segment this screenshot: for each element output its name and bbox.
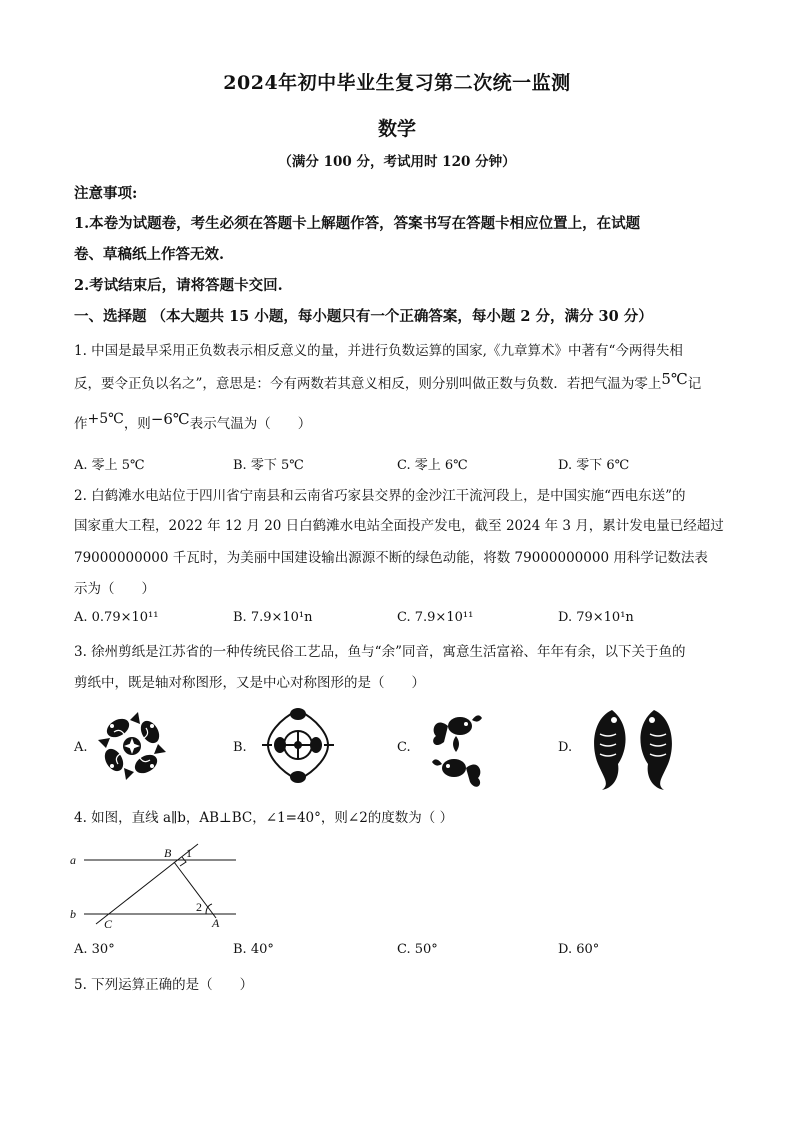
label-B: B <box>164 846 172 860</box>
q1-option-d: D. 零下 6℃ <box>558 458 630 473</box>
q5-line-1: 5. 下列运算正确的是（ ） <box>74 977 254 993</box>
notice-line-1a: 1.本卷为试题卷，考生必须在答题卡上解题作答，答案书写在答题卡相应位置上，在试题 <box>74 215 641 232</box>
q1-line-3c: ，则 <box>123 416 151 432</box>
q4-option-c: C. 50° <box>397 942 438 957</box>
q1-line-2 <box>74 372 701 392</box>
q3-option-a: A. <box>74 740 88 755</box>
q3-option-c: C. <box>397 740 411 755</box>
q1-line-2a: 反，要令正负以名之”，意思是：今有两数若其意义相反，则分别叫做正数与负数．若把气温为零上 <box>74 376 662 392</box>
q1-option-c: C. 零上 6℃ <box>397 458 468 473</box>
notice-line-1b: 卷、草稿纸上作答无效. <box>74 246 225 263</box>
q1-option-a: A. 零上 5℃ <box>74 458 145 473</box>
papercut-fish-a-image <box>96 706 168 786</box>
label-A: A <box>212 916 220 930</box>
q2-line-2: 国家重大工程，2022 年 12 月 20 日白鹤滩水电站全面投产发电，截至 2024 年 3 月，累计发电量已经超过 <box>74 518 724 534</box>
notice-heading: 注意事项: <box>74 185 138 202</box>
label-1: 1 <box>186 846 192 860</box>
score-time-note: （满分 100 分，考试用时 120 分钟） <box>278 154 516 170</box>
notice-line-2: 2.考试结束后，请将答题卡交回. <box>74 277 283 294</box>
page-title: 2024年初中毕业生复习第二次统一监测 <box>223 72 571 94</box>
q2-line-1: 2. 白鹤滩水电站位于四川省宁南县和云南省巧家县交界的金沙江干流河段上，是中国实施“西电东送”的 <box>74 488 686 504</box>
q1-temp-5: 5℃ <box>661 370 688 388</box>
q2-option-d: D. 79×10¹n <box>558 610 634 625</box>
q4-option-a: A. 30° <box>74 942 115 957</box>
q1-line-2c: 记 <box>687 376 702 392</box>
q2-line-3: 79000000000 千瓦时，为美丽中国建设输出源源不断的绿色动能，将数 79000000000 用科学记数法表 <box>74 550 708 566</box>
label-a: a <box>70 853 76 867</box>
q3-option-b: B. <box>233 740 247 755</box>
q2-option-a: A. 0.79×10¹¹ <box>74 610 159 625</box>
q2-option-b: B. 7.9×10¹n <box>233 610 313 625</box>
q1-option-b: B. 零下 5℃ <box>233 458 304 473</box>
section-heading: 一、选择题 （本大题共 15 小题，每小题只有一个正确答案，每小题 2 分，满分 30 分） <box>74 308 653 325</box>
q4-line-1: 4. 如图，直线 a∥b，AB⊥BC，∠1=40°，则∠2的度数为（ ） <box>74 810 454 826</box>
q4-option-d: D. 60° <box>558 942 600 957</box>
q1-line-3a: 作 <box>74 416 88 432</box>
q4-geometry-figure <box>70 840 250 932</box>
q4-option-b: B. 40° <box>233 942 274 957</box>
q3-line-1: 3. 徐州剪纸是江苏省的一种传统民俗工艺品，鱼与“余”同音，寓意生活富裕、年年有余，以下关于鱼的 <box>74 644 686 660</box>
papercut-fish-b-image <box>258 700 338 790</box>
q1-line-3e: 表示气温为（ ） <box>189 416 312 432</box>
label-C: C <box>104 917 113 931</box>
line-ba <box>174 862 216 918</box>
label-b: b <box>70 907 76 921</box>
label-2: 2 <box>196 900 202 914</box>
papercut-fish-c-image <box>426 706 486 792</box>
q1-line-3 <box>74 412 311 432</box>
q3-line-2: 剪纸中，既是轴对称图形，又是中心对称图形的是（ ） <box>74 675 425 691</box>
q2-line-4: 示为（ ） <box>74 581 155 597</box>
q1-temp-minus6: −6℃ <box>150 410 190 428</box>
papercut-fish-d-image <box>584 704 682 792</box>
q1-temp-plus5: +5℃ <box>87 411 124 427</box>
q2-option-c: C. 7.9×10¹¹ <box>397 610 474 625</box>
q3-option-d: D. <box>558 740 573 755</box>
q1-line-1: 1. 中国是最早采用正负数表示相反意义的量，并进行负数运算的国家,《九章算术》中著有“今两得失相 <box>74 343 683 359</box>
line-bc <box>96 844 198 924</box>
subject-title: 数学 <box>377 118 416 140</box>
